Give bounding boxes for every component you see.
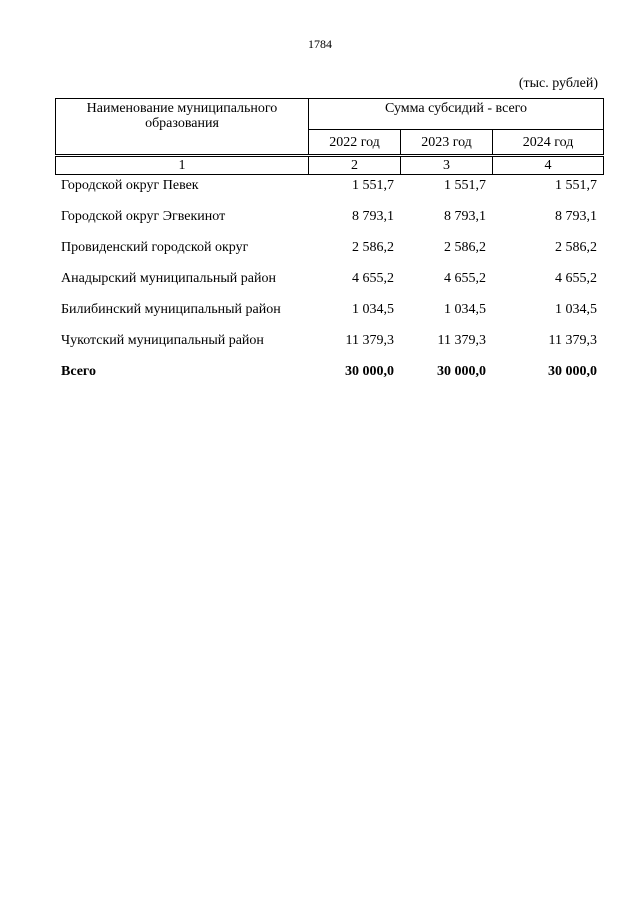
total-label: Всего	[61, 364, 96, 379]
value-2024: 8 793,1	[555, 209, 597, 224]
table-header	[55, 98, 604, 175]
total-2023: 30 000,0	[437, 364, 486, 379]
table-row	[55, 301, 603, 332]
units-label: (тыс. рублей)	[518, 76, 598, 91]
value-2024: 4 655,2	[555, 271, 597, 286]
page-number: 1784	[308, 37, 332, 51]
value-2022: 11 379,3	[345, 333, 394, 348]
value-2023: 11 379,3	[437, 333, 486, 348]
value-2023: 1 551,7	[444, 178, 486, 193]
column-number-2: 2	[309, 157, 401, 175]
municipality-name: Городской округ Певек	[61, 178, 199, 193]
header-year-2024: 2024 год	[493, 130, 604, 155]
value-2023: 1 034,5	[444, 302, 486, 317]
value-2022: 1 034,5	[352, 302, 394, 317]
municipality-name: Анадырский муниципальный район	[61, 271, 276, 286]
total-row	[55, 363, 603, 394]
value-2024: 1 034,5	[555, 302, 597, 317]
value-2023: 8 793,1	[444, 209, 486, 224]
value-2024: 2 586,2	[555, 240, 597, 255]
column-number-4: 4	[493, 157, 604, 175]
value-2022: 2 586,2	[352, 240, 394, 255]
header-name-column: Наименование муниципального образования	[56, 99, 309, 155]
header-total-column: Сумма субсидий - всего	[309, 99, 604, 130]
municipality-name: Чукотский муниципальный район	[61, 333, 264, 348]
header-year-2023: 2023 год	[401, 130, 493, 155]
total-2022: 30 000,0	[345, 364, 394, 379]
subsidy-table	[55, 177, 603, 394]
value-2023: 2 586,2	[444, 240, 486, 255]
column-number-1: 1	[56, 157, 309, 175]
table-row	[55, 177, 603, 208]
table-row	[55, 332, 603, 363]
table-row	[55, 239, 603, 270]
total-2024: 30 000,0	[548, 364, 597, 379]
column-number-3: 3	[401, 157, 493, 175]
value-2022: 8 793,1	[352, 209, 394, 224]
municipality-name: Билибинский муниципальный район	[61, 302, 281, 317]
table-row	[55, 208, 603, 239]
value-2023: 4 655,2	[444, 271, 486, 286]
value-2024: 1 551,7	[555, 178, 597, 193]
value-2022: 1 551,7	[352, 178, 394, 193]
municipality-name: Городской округ Эгвекинот	[61, 209, 226, 224]
table-row	[55, 270, 603, 301]
value-2022: 4 655,2	[352, 271, 394, 286]
municipality-name: Провиденский городской округ	[61, 240, 249, 255]
value-2024: 11 379,3	[548, 333, 597, 348]
header-year-2022: 2022 год	[309, 130, 401, 155]
